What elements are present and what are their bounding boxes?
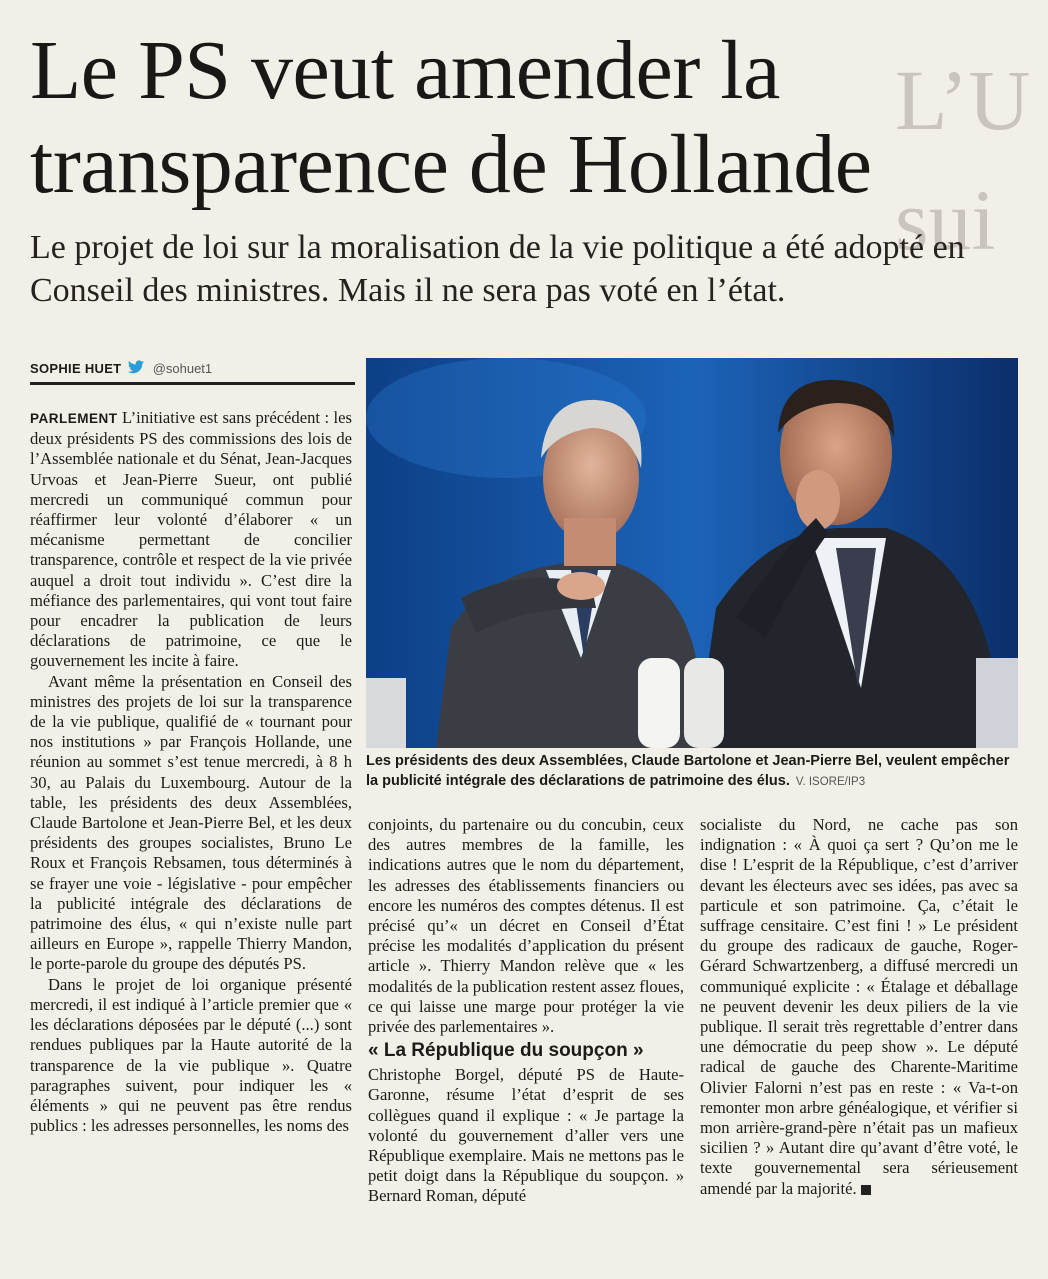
paragraph: Avant même la présentation en Conseil des ministres des projets de loi sur la transparence de la vie publique, qualifié de « tournant pour nos institutions » par François Hollande, une réunion au sommet s’est tenue mercredi, à 8 h 30, au Palais du Luxembourg. Autour de la table, les présidents des deux Assemblées, Claude Bartolone et Jean-Pierre Bel, et les deux présidents des groupes socialistes, Bruno Le Roux et François Rebsamen, tous déterminés à se frayer une voie - législative - pour empêcher la publicité intégrale des déclarations de patrimoine des élus, « qui n’existe nulle part ailleurs en Europe », rappelle Thierry Mandon, le porte-parole du groupe des députés PS. xyxy=(30,671,352,974)
paragraph: conjoints, du partenaire ou du concubin, ceux des autres membres de la famille, les indications autres que le nom du département, les adresses des établissements financiers ou encore les numéros des comptes détenus. Il est précisé qu’« un décret en Conseil d’État précise les modalités d’application du présent article ». Thierry Mandon relève que « les modalités de la publication restent assez floues, ce qui laisse une marge pour protéger la vie privée des parlementaires ». xyxy=(368,815,684,1037)
byline xyxy=(30,358,355,385)
article-photo xyxy=(366,358,1018,748)
article-column-2 xyxy=(368,815,684,1207)
photo-illustration xyxy=(366,358,1018,748)
paragraph-text: L’initiative est sans précédent : les deux présidents PS des commissions des lois de l’Assemblée nationale et du Sénat, Jean-Jacques Urvoas et Jean-Pierre Sueur, ont publié mercredi un communiqué commun pour réaffirmer leur volonté d’élaborer « un mécanisme permettant de concilier transparence, contrôle et respect de la vie privée auquel a droit tout individu ». C’est dire la méfiance des parlementaires, qui vont tout faire pour encadrer la publication de leurs déclarations de patrimoine, ce que le gouvernement les incite à faire. xyxy=(30,408,352,671)
paragraph xyxy=(700,815,1018,1199)
paragraph: Christophe Borgel, député PS de Haute-Garonne, résume l’état d’esprit de ses collègues quand il explique : « Je partage la volonté du gouvernement d’aller vers une République exemplaire. Mais ne mettons pas le petit doigt dans la République du soupçon. » Bernard Roman, député xyxy=(368,1065,684,1206)
deck: Le projet de loi sur la moralisation de la vie politique a été adopté en Conseil des ministres. Mais il ne sera pas voté en l’état. xyxy=(30,229,965,309)
photo-caption xyxy=(366,751,1018,792)
adjacent-article-bleed: L’U sui xyxy=(895,52,1031,268)
paragraph-text: socialiste du Nord, ne cache pas son indignation : « À quoi ça sert ? Qu’on me le dise ! L’esprit de la République, c’est d’arriver devant les électeurs avec ses idées, pas avec sa particule et son patrimoine. Ça, c’était le suffrage censitaire. C’est fini ! » Le président du groupe des radicaux de gauche, Roger-Gérard Schwartzenberg, a diffusé mercredi un communiqué explicite : « Étalage et déballage ne peuvent devenir les deux piliers de la vie publique. Il serait très regrettable d’entrer dans une démocratie du peep show ». Le député radical de gauche des Charente-Maritime Olivier Falorni n’est pas en reste : « Va-t-on remonter mon arbre généalogique, et vérifier si mon arrière-grand-père n’était pas un mafieux sicilien ? » Autant dire qu’avant d’être voté, le texte gouvernemental sera sérieusement amendé par la majorité. xyxy=(700,815,1018,1198)
end-of-article-square-icon xyxy=(861,1185,871,1195)
photo-credit: V. ISORE/IP3 xyxy=(795,776,866,788)
subheading: « La République du soupçon » xyxy=(368,1040,644,1062)
paragraph xyxy=(30,408,352,672)
article-column-1 xyxy=(30,408,352,1136)
twitter-handle: @sohuet1 xyxy=(152,361,213,376)
headline: Le PS veut amender la transparence de Hollande xyxy=(30,24,872,211)
paragraph: Dans le projet de loi organique présenté mercredi, il est indiqué à l’article premier que « les déclarations déposées par le député (...) sont rendues publiques par la Haute autorité de la transparence de la vie publique ». Quatre paragraphes suivent, pour indiquer les « éléments » qui ne peuvent pas être rendus publics : les adresses personnelles, les noms des xyxy=(30,974,352,1136)
twitter-bird-icon xyxy=(127,359,145,381)
author-name: SOPHIE HUET xyxy=(30,361,122,376)
article-column-3 xyxy=(700,815,1018,1199)
caption-text: Les présidents des deux Assemblées, Claude Bartolone et Jean-Pierre Bel, veulent empêcher la publicité intégrale des déclarations de patrimoine des élus. xyxy=(366,753,1010,789)
section-kicker: PARLEMENT xyxy=(30,411,118,426)
